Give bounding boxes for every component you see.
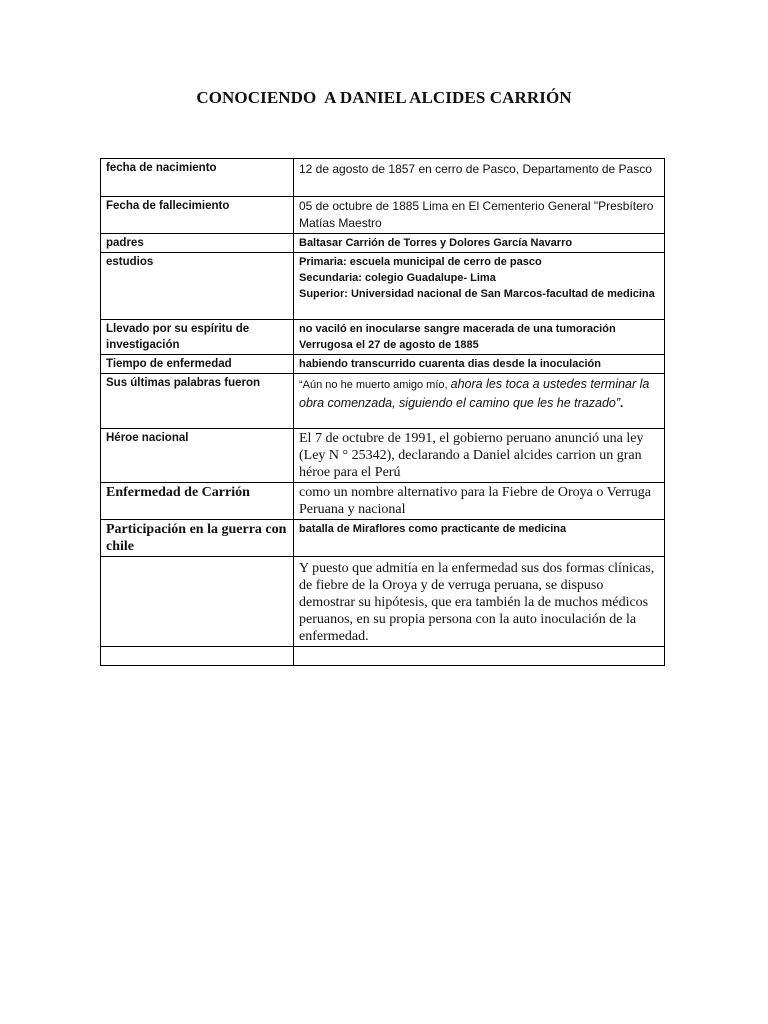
row-value-empty [294, 647, 665, 666]
table-row [101, 429, 665, 483]
table-row [101, 483, 665, 520]
studies-secondary: Secundaria: colegio Guadalupe- Lima [299, 272, 496, 284]
row-label-last-words: Sus últimas palabras fueron [101, 374, 294, 429]
table-row [101, 557, 665, 647]
row-label-parents: padres [101, 234, 294, 253]
last-words-italic: ahora les toca a ustedes terminar la obra comenzada, siguiendo el camino que les he trazado” [299, 377, 650, 410]
row-value-war-participation: batalla de Miraflores como practicante de medicina [294, 520, 665, 557]
studies-primary: Primaria: escuela municipal de cerro de pasco [299, 256, 542, 268]
row-label-death-date: Fecha de fallecimiento [101, 197, 294, 234]
row-value-last-words [294, 374, 665, 429]
last-words-end: . [620, 396, 624, 410]
row-value-research-spirit: no vaciló en inocularse sangre macerada de una tumoración Verrugosa el 27 de agosto de 1885 [294, 320, 665, 355]
row-label-studies: estudios [101, 253, 294, 320]
row-label-illness-time: Tiempo de enfermedad [101, 355, 294, 374]
table-row [101, 520, 665, 557]
document-title: CONOCIENDO A DANIEL ALCIDES CARRIÓN [196, 88, 572, 107]
table-row [101, 253, 665, 320]
row-value-illness-time: habiendo transcurrido cuarenta dias desde la inoculación [294, 355, 665, 374]
row-label-birth-date: fecha de nacimiento [101, 159, 294, 197]
row-value-parents: Baltasar Carrión de Torres y Dolores García Navarro [294, 234, 665, 253]
studies-superior: Superior: Universidad nacional de San Marcos-facultad de medicina [299, 288, 655, 300]
row-label-carrion-disease: Enfermedad de Carrión [101, 483, 294, 520]
row-label-empty [101, 557, 294, 647]
row-value-carrion-disease: como un nombre alternativo para la Fiebre de Oroya o Verruga Peruana y nacional [294, 483, 665, 520]
table-row [101, 197, 665, 234]
table-row [101, 355, 665, 374]
biography-table [100, 158, 665, 666]
table-row [101, 159, 665, 197]
last-words-plain: “Aún no he muerto amigo mío, [299, 379, 451, 391]
table-row [101, 234, 665, 253]
table-row [101, 320, 665, 355]
row-value-national-hero: El 7 de octubre de 1991, el gobierno peruano anunció una ley (Ley N ° 25342), declarando a Daniel alcides carrion un gran héroe para el Perú [294, 429, 665, 483]
row-value-birth-date: 12 de agosto de 1857 en cerro de Pasco, Departamento de Pasco [294, 159, 665, 197]
table-row [101, 647, 665, 666]
row-label-war-participation: Participación en la guerra con chile [101, 520, 294, 557]
row-value-studies [294, 253, 665, 320]
row-label-national-hero: Héroe nacional [101, 429, 294, 483]
row-value-death-date: 05 de octubre de 1885 Lima en El Cementerio General "Presbítero Matías Maestro [294, 197, 665, 234]
table-row [101, 374, 665, 429]
row-label-research-spirit: Llevado por su espíritu de investigación [101, 320, 294, 355]
row-label-empty [101, 647, 294, 666]
row-value-hypothesis: Y puesto que admitía en la enfermedad sus dos formas clínicas, de fiebre de la Oroya y de verruga peruana, se dispuso demostrar su hipótesis, que era también la de muchos médicos peruanos, en su propia persona con la auto inoculación de la enfermedad. [294, 557, 665, 647]
